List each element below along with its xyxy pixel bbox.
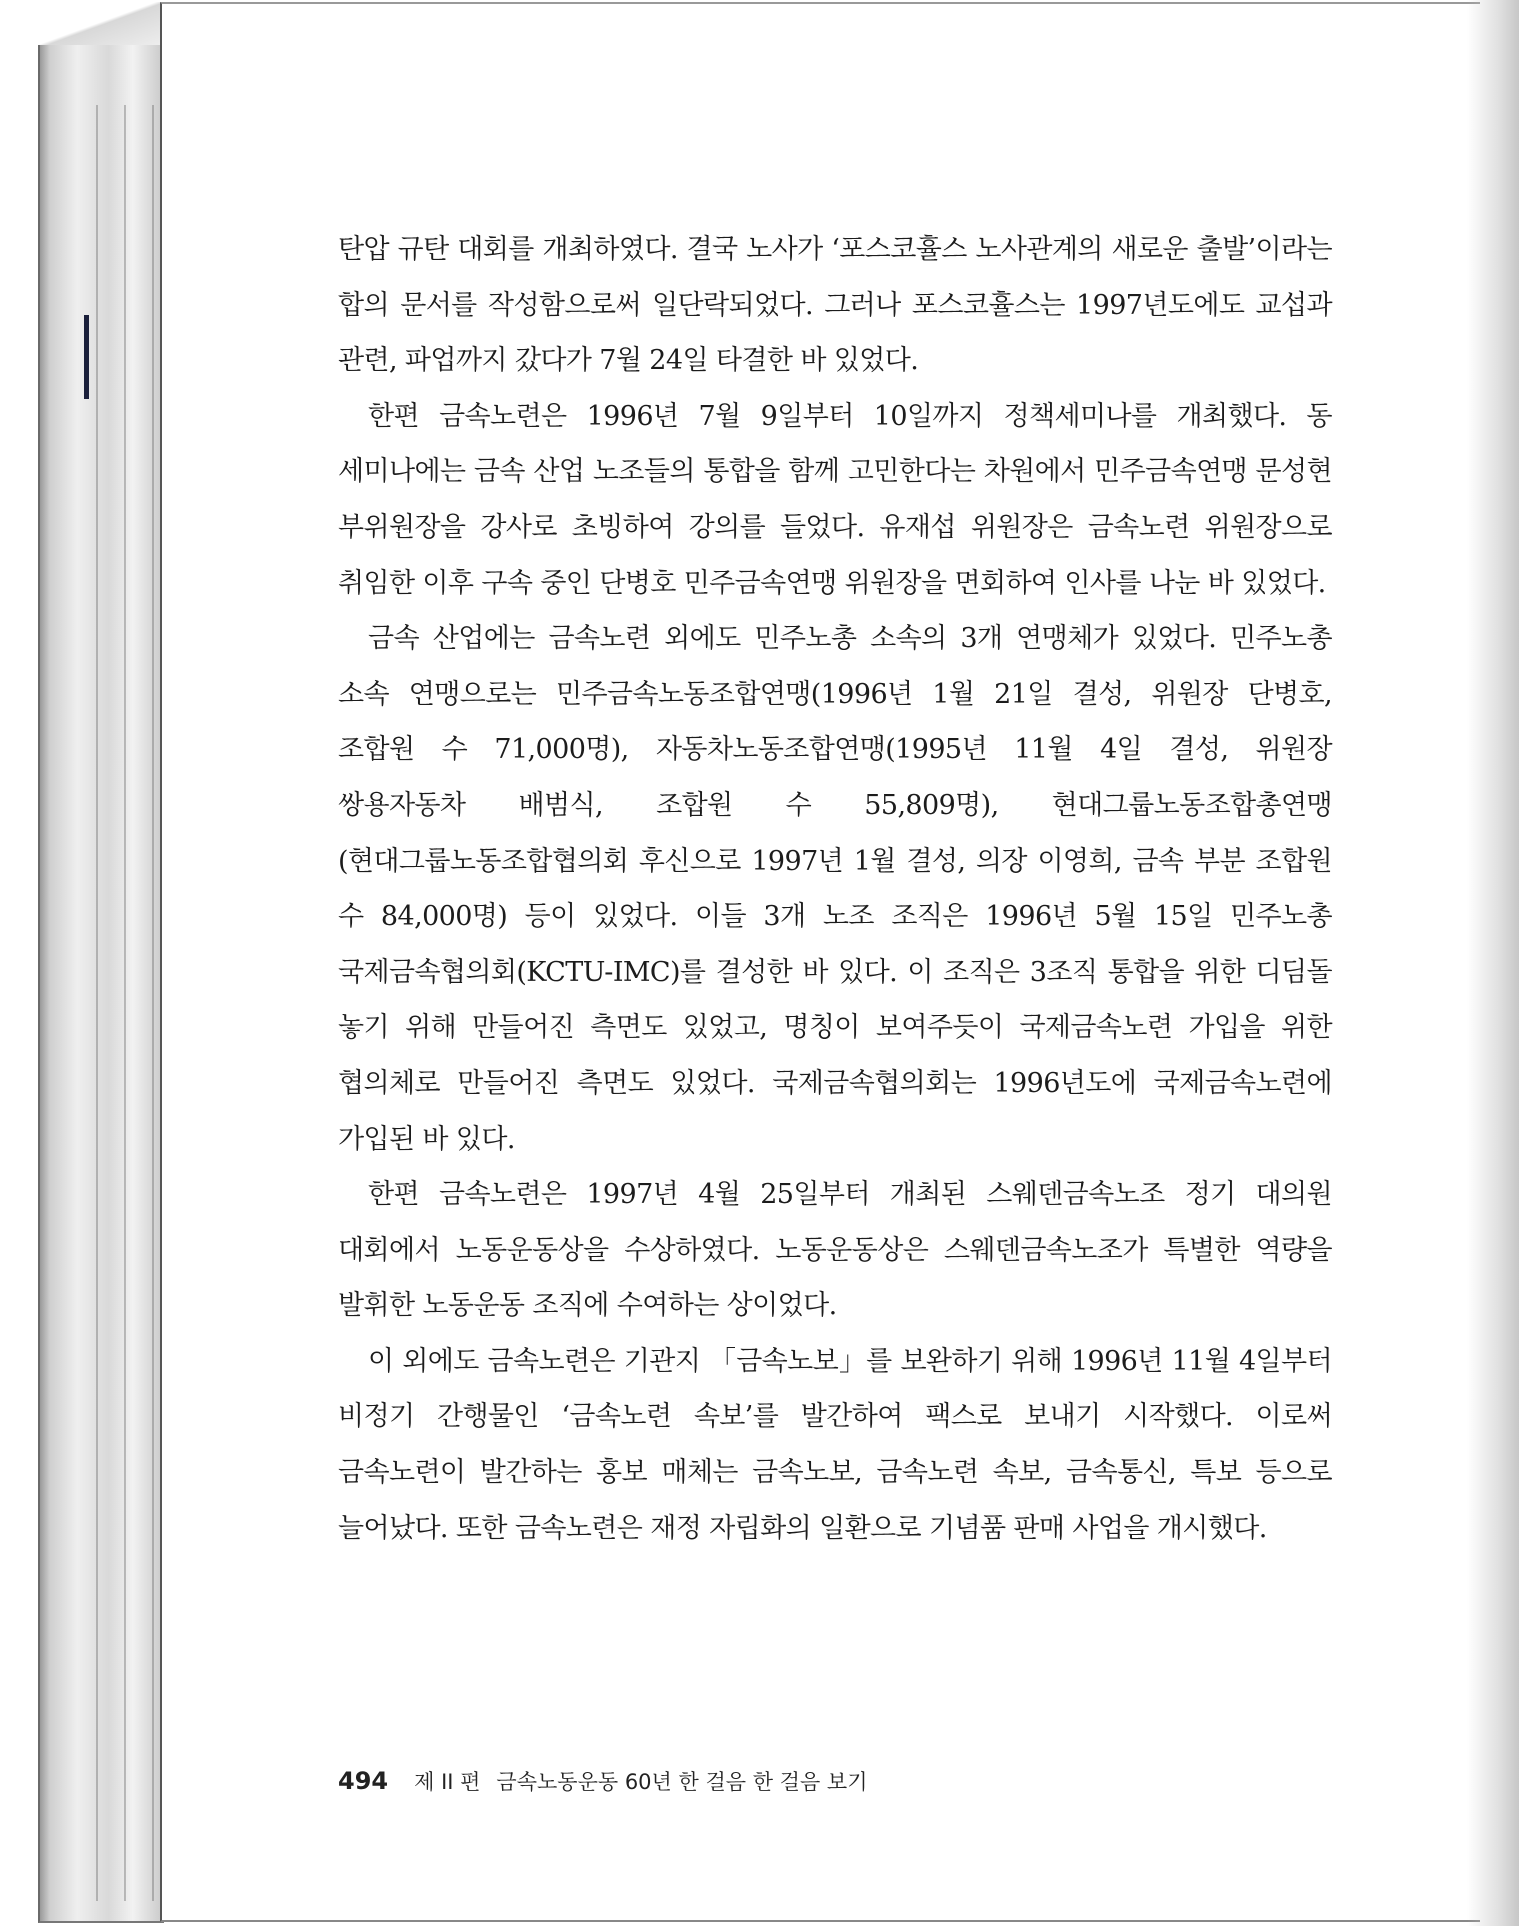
page-number: 494 [338, 1767, 389, 1795]
paragraph: 탄압 규탄 대회를 개최하였다. 결국 노사가 ‘포스코휼스 노사관계의 새로운 출발’이라는 합의 문서를 작성함으로써 일단락되었다. 그러나 포스코휼스는 1997년도에도 교섭과 관련, 파업까지 갔다가 7월 24일 타결한 바 있었다. [338, 234, 1332, 377]
paragraph: 한편 금속노련은 1996년 7월 9일부터 10일까지 정책세미나를 개최했다. 동 세미나에는 금속 산업 노조들의 통합을 함께 고민한다는 차원에서 민주금속연맹 문성현 부위원장을 강사로 초빙하여 강의를 들었다. 유재섭 위원장은 금속노련 위원장으로 취임한 이후 구속 중인 단병호 민주금속연맹 위원장을 면회하여 인사를 나눈 바 있었다. [338, 400, 1332, 599]
bookmark-ribbon [84, 315, 89, 399]
page-edge-line [96, 105, 98, 1901]
paragraph: 이 외에도 금속노련은 기관지 「금속노보」를 보완하기 위해 1996년 11월 4일부터 비정기 간행물인 ‘금속노련 속보’를 발간하여 팩스로 보내기 시작했다. 이로써 금속노련이 발간하는 홍보 매체는 금속노보, 금속노련 속보, 금속통신, 특보 등으로 늘어났다. 또한 금속노련은 재정 자립화의 일환으로 기념품 판매 사업을 개시했다. [338, 1345, 1332, 1544]
book-edge-top [38, 2, 162, 46]
paragraph: 금속 산업에는 금속노련 외에도 민주노총 소속의 3개 연맹체가 있었다. 민주노총 소속 연맹으로는 민주금속노동조합연맹(1996년 1월 21일 결성, 위원장 단병호, 조합원 수 71,000명), 자동차노동조합연맹(1995년 11월 4일 결성, 위원장 쌍용자동차 배범식, 조합원 수 55,809명), 현대그룹노동조합총연맹(현대그룹노동조합협의회 후신으로 1997년 1월 결성, 의장 이영희, 금속 부분 조합원 수 84,000명) 등이 있었다. 이들 3개 노조 조직은 1996년 5월 15일 민주노총 국제금속협의회(KCTU-IMC)를 결성한 바 있다. 이 조직은 3조직 통합을 위한 디딤돌 놓기 위해 만들어진 측면도 있었고, 명칭이 보여주듯이 국제금속노련 가입을 위한 협의체로 만들어진 측면도 있었다. 국제금속협의회는 1996년도에 국제금속노련에 가입된 바 있다. [338, 623, 1332, 1155]
page-footer [338, 1766, 867, 1796]
section-label: 제 II 편 [414, 1770, 481, 1794]
page-shadow [1467, 0, 1519, 1926]
page-body [338, 222, 1332, 1556]
page-edge-line [152, 105, 154, 1901]
page-edge-line [124, 105, 126, 1901]
book-page-edges [38, 45, 164, 1923]
running-title: 금속노동운동 60년 한 걸음 한 걸음 보기 [496, 1770, 868, 1794]
paragraph: 한편 금속노련은 1997년 4월 25일부터 개최된 스웨덴금속노조 정기 대의원 대회에서 노동운동상을 수상하였다. 노동운동상은 스웨덴금속노조가 특별한 역량을 발휘한 노동운동 조직에 수여하는 상이었다. [338, 1179, 1332, 1322]
